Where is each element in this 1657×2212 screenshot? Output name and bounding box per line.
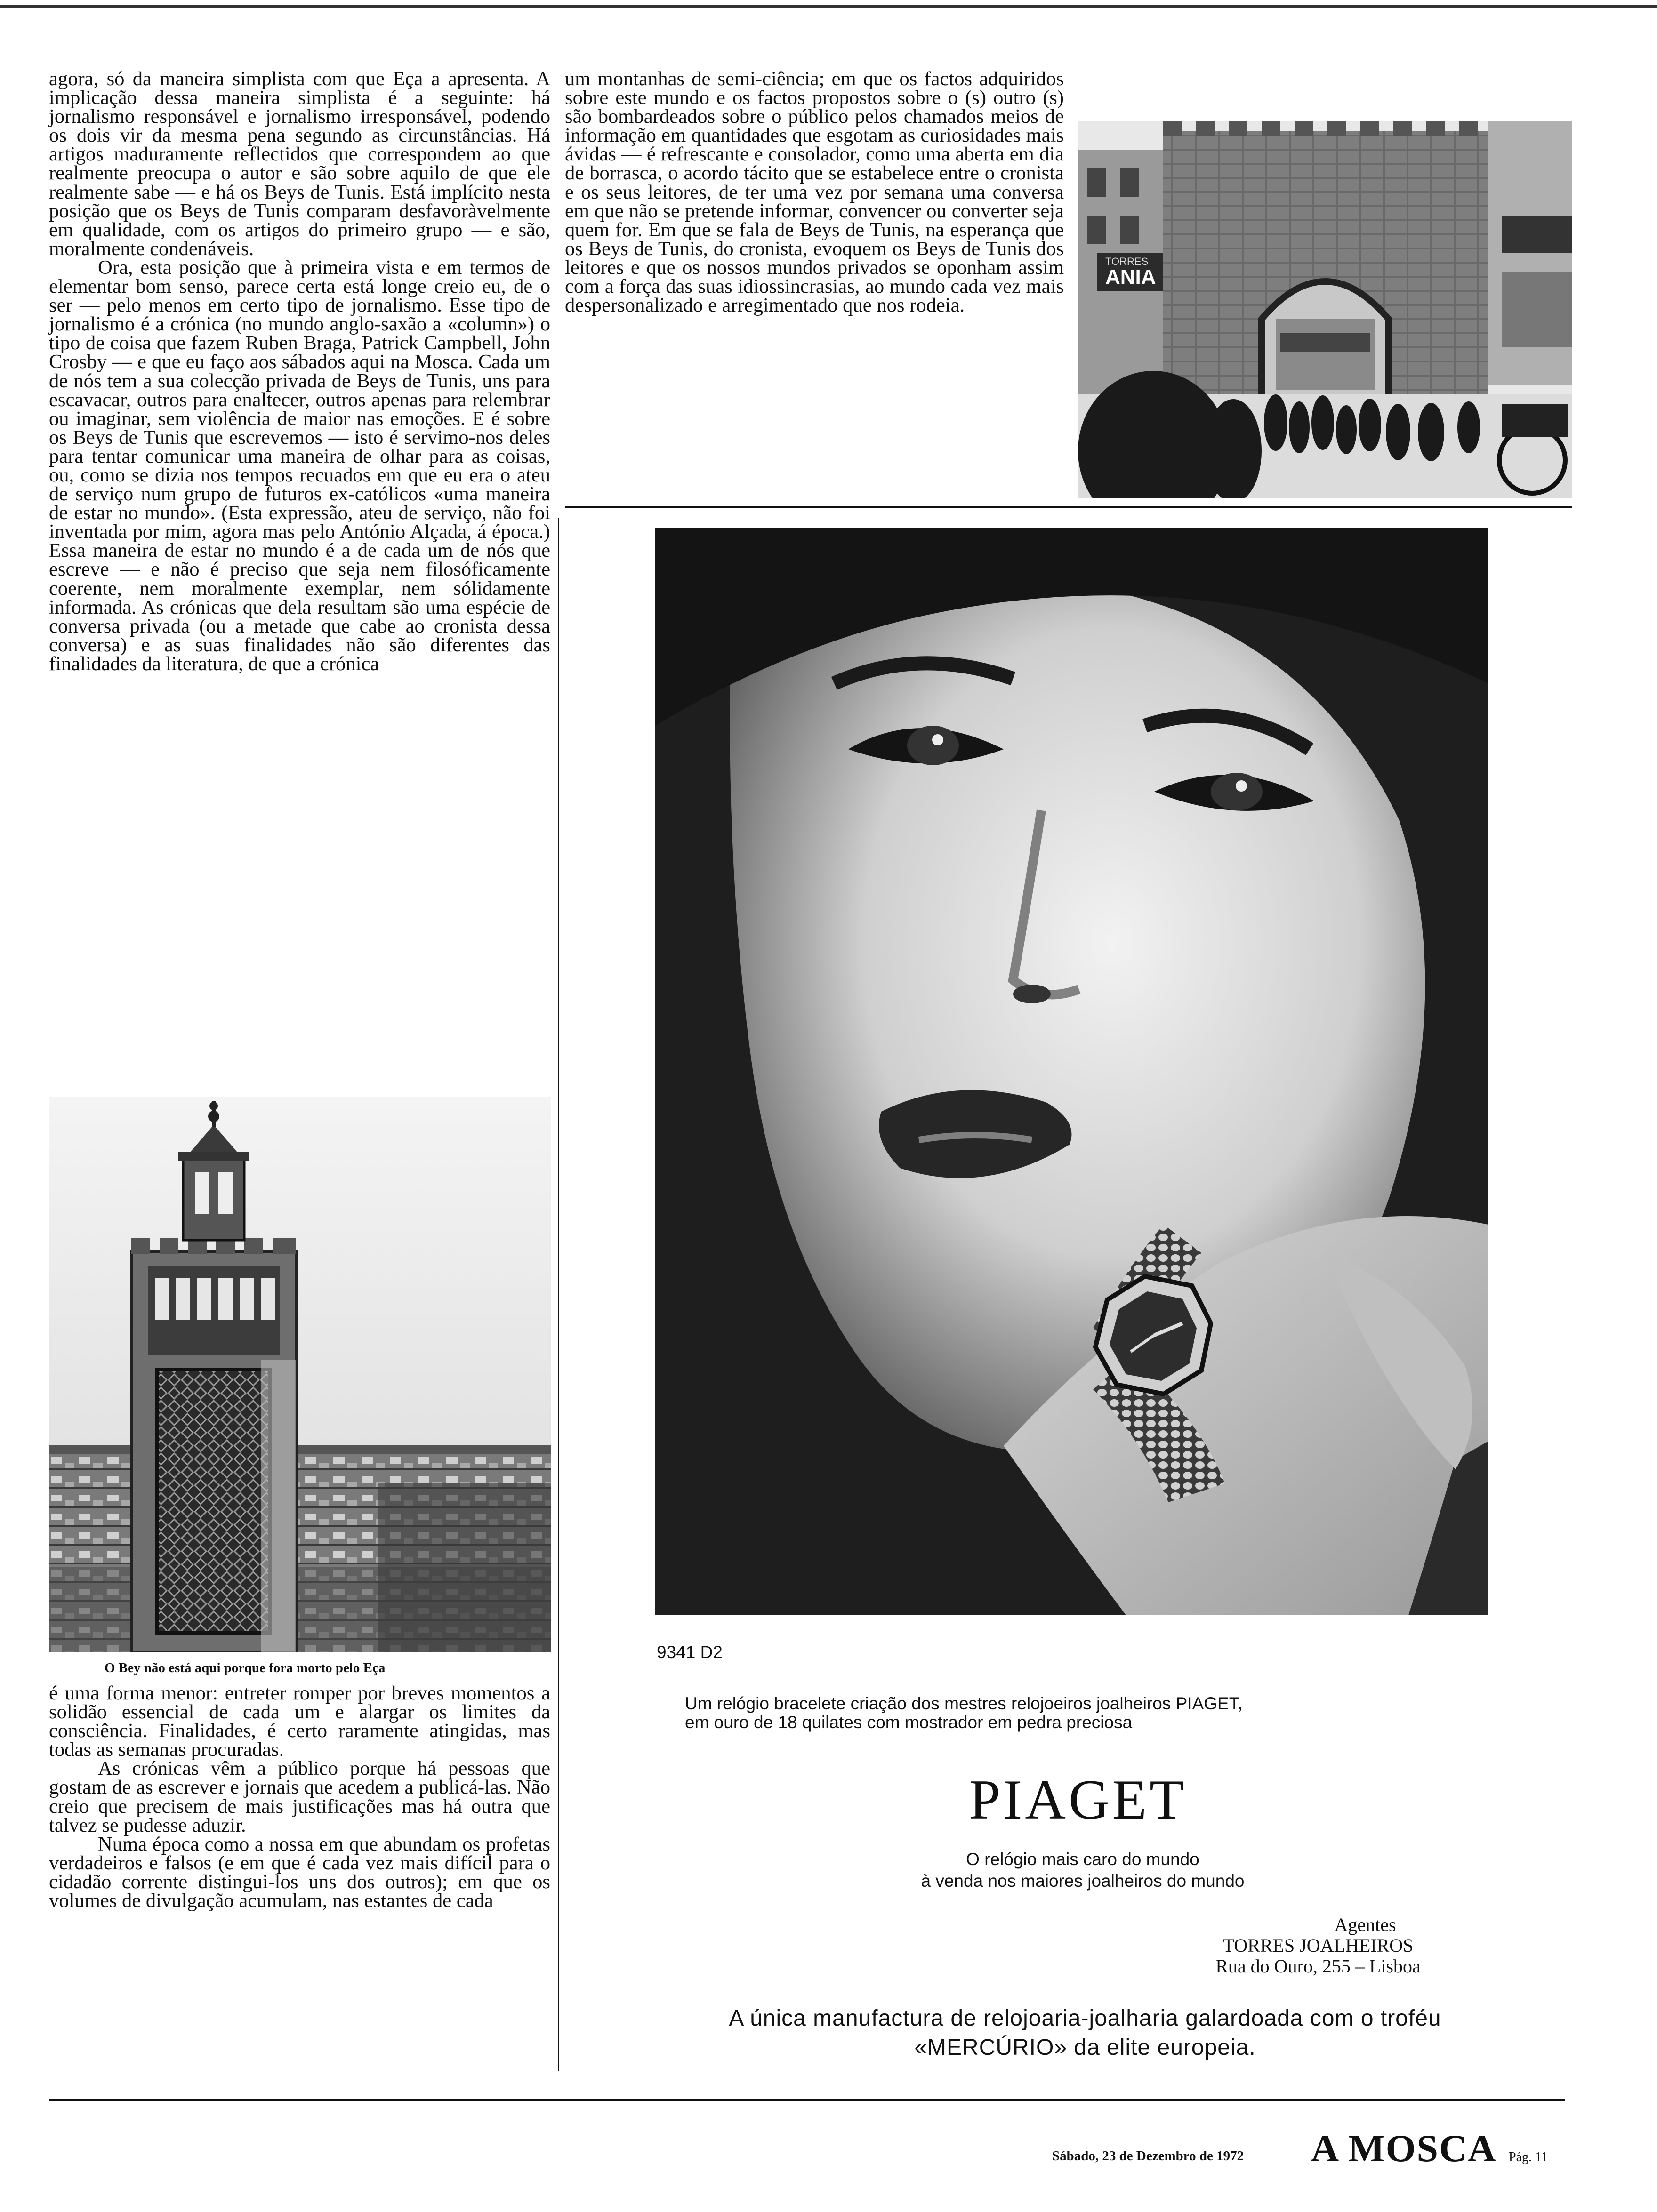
footer-page-number: Pág. 11 (1509, 2150, 1548, 2164)
footer-date: Sábado, 23 de Dezembro de 1972 (1052, 2148, 1244, 2164)
section-divider (565, 506, 1572, 508)
gate-sign-text-1: TORRES (1105, 256, 1149, 267)
ad-tagline-line: O relógio mais caro do mundo (966, 1850, 1199, 1869)
piaget-logo: PIAGET (969, 1768, 1187, 1831)
article-column-1-top (49, 70, 550, 673)
agent-name: TORRES JOALHEIROS (1223, 1935, 1414, 1956)
ad-description (685, 1694, 1243, 1732)
article-paragraph: Numa época como a nossa em que abundam os profetas verdadeiros e falsos (e em que é cada vez mais difícil para o cidadão corrente distingui-los uns dos outros); em que os volumes de divulgação acumulam, nas estantes de cada (49, 1833, 550, 1912)
minaret-caption: O Bey não está aqui porque fora morto pelo Eça (105, 1660, 386, 1675)
footer-divider (49, 2099, 1565, 2101)
footer-masthead: A MOSCA (1311, 2127, 1497, 2170)
article-paragraph: um montanhas de semi-ciência; em que os factos adquiridos sobre este mundo e os factos propostos sobre o (s) outro (s) são bombardeados sobre o público pelos chamados meios de informação em quantidades que esgotam as curiosidades mais ávidas — é refrescante e consolador, como uma aberta em dia de borrasca, o acordo tácito que se estabelece entre o cronista e os seus leitores, de ter uma vez por semana uma conversa em que não se pretende informar, convencer ou converter seja quem for. Em que se fala de Beys de Tunis, na esperança que os Beys de Tunis, do cronista, evoquem os Beys de Tunis dos leitores e que os nossos mundos privados se oponham assim com a força das suas idiossincrasias, ao mundo cada vez mais despersonalizado e arregimentado que nos rodeia. (565, 68, 1064, 317)
ad-reference: 9341 D2 (657, 1643, 723, 1662)
ad-award-statement (650, 2004, 1520, 2062)
ad-description-line: Um relógio bracelete criação dos mestres relojoeiros joalheiros PIAGET, (685, 1694, 1243, 1713)
article-column-2 (565, 70, 1064, 315)
piaget-ad-photo (655, 528, 1488, 1615)
ad-agents (1186, 1915, 1450, 1977)
article-paragraph: agora, só da maneira simplista com que Eça a apresenta. A implicação dessa maneira simplista é a seguinte: há jornalismo responsável e jornalismo irresponsável, podendo os dois vir da mesma pena segundo as circunstâncias. Há artigos maduramente reflectidos que correspondem ao que realmente preocupa o autor e são sobre aquilo de que ele realmente sabe — e há os Beys de Tunis. Está implícito nesta posição que os Beys de Tunis comparam desfavoràvelmente em qualidade, com os artigos do primeiro grupo — e são, moralmente condenáveis. (49, 68, 550, 260)
minaret-photo-image (49, 1097, 551, 1652)
top-border (0, 5, 1657, 8)
tunis-gate-photo (1078, 121, 1572, 498)
tunis-gate-photo-image (1078, 121, 1572, 498)
ad-tagline-line: à venda nos maiores joalheiros do mundo (921, 1871, 1245, 1891)
agent-address: Rua do Ouro, 255 – Lisboa (1215, 1956, 1421, 1977)
column-divider (558, 518, 559, 2071)
award-line: A única manufactura de relojoaria-joalharia galardoada com o troféu (729, 2006, 1441, 2031)
article-column-1-bottom (49, 1684, 550, 1910)
agents-label: Agentes (1334, 1914, 1396, 1935)
article-paragraph: Ora, esta posição que à primeira vista e em termos de elementar bom senso, parece certa está longe creio eu, de o ser — pelo menos em certo tipo de jornalismo. Esse tipo de jornalismo é a crónica (no mundo anglo-saxão a «column») o tipo de coisa que fazem Ruben Braga, Patrick Campbell, John Crosby — e que eu faço aos sábados aqui na Mosca. Cada um de nós tem a sua colecção privada de Beys de Tunis, uns para escavacar, outros para enaltecer, outros apenas para relembrar ou imaginar, sem violência de maior nas emoções. E é sobre os Beys de Tunis que escrevemos — isto é servimo-nos deles para tentar comunicar uma maneira de olhar para as coisas, ou, como se dizia nos tempos recuados em que eu era o ateu de serviço num grupo de futuros ex-católicos «uma maneira de estar no mundo». (Esta expressão, ateu de serviço, não foi inventada por mim, agora mas pelo António Alçada, á época.) Essa maneira de estar no mundo é a de cada um de nós que escreve — e não é preciso que seja nem filosóficamente coerente, nem moralmente exemplar, nem sólidamente informada. As crónicas que dela resultam são uma espécie de conversa privada (ou a metade que cabe ao cronista dessa conversa) e as suas finalidades não são diferentes das finalidades da literatura, de que a crónica (49, 256, 550, 675)
woman-with-watch-image (655, 528, 1488, 1615)
article-paragraph: As crónicas vêm a público porque há pessoas que gostam de as escrever e jornais que acedem a publicá-las. Não creio que precisem de mais justificações mas há outra que talvez se pudesse aduzir. (49, 1757, 550, 1836)
ad-tagline (777, 1849, 1389, 1892)
gate-sign-text-2: ANIA (1105, 265, 1156, 289)
article-paragraph: é uma forma menor: entreter romper por breves momentos a solidão essencial de cada um e alargar os limites da consciência. Finalidades, é certo raramente atingidas, mas todas as semanas procuradas. (49, 1682, 550, 1761)
award-line: «MERCÚRIO» da elite europeia. (914, 2035, 1256, 2060)
minaret-photo (49, 1097, 551, 1652)
ad-description-line: em ouro de 18 quilates com mostrador em pedra preciosa (685, 1713, 1133, 1732)
